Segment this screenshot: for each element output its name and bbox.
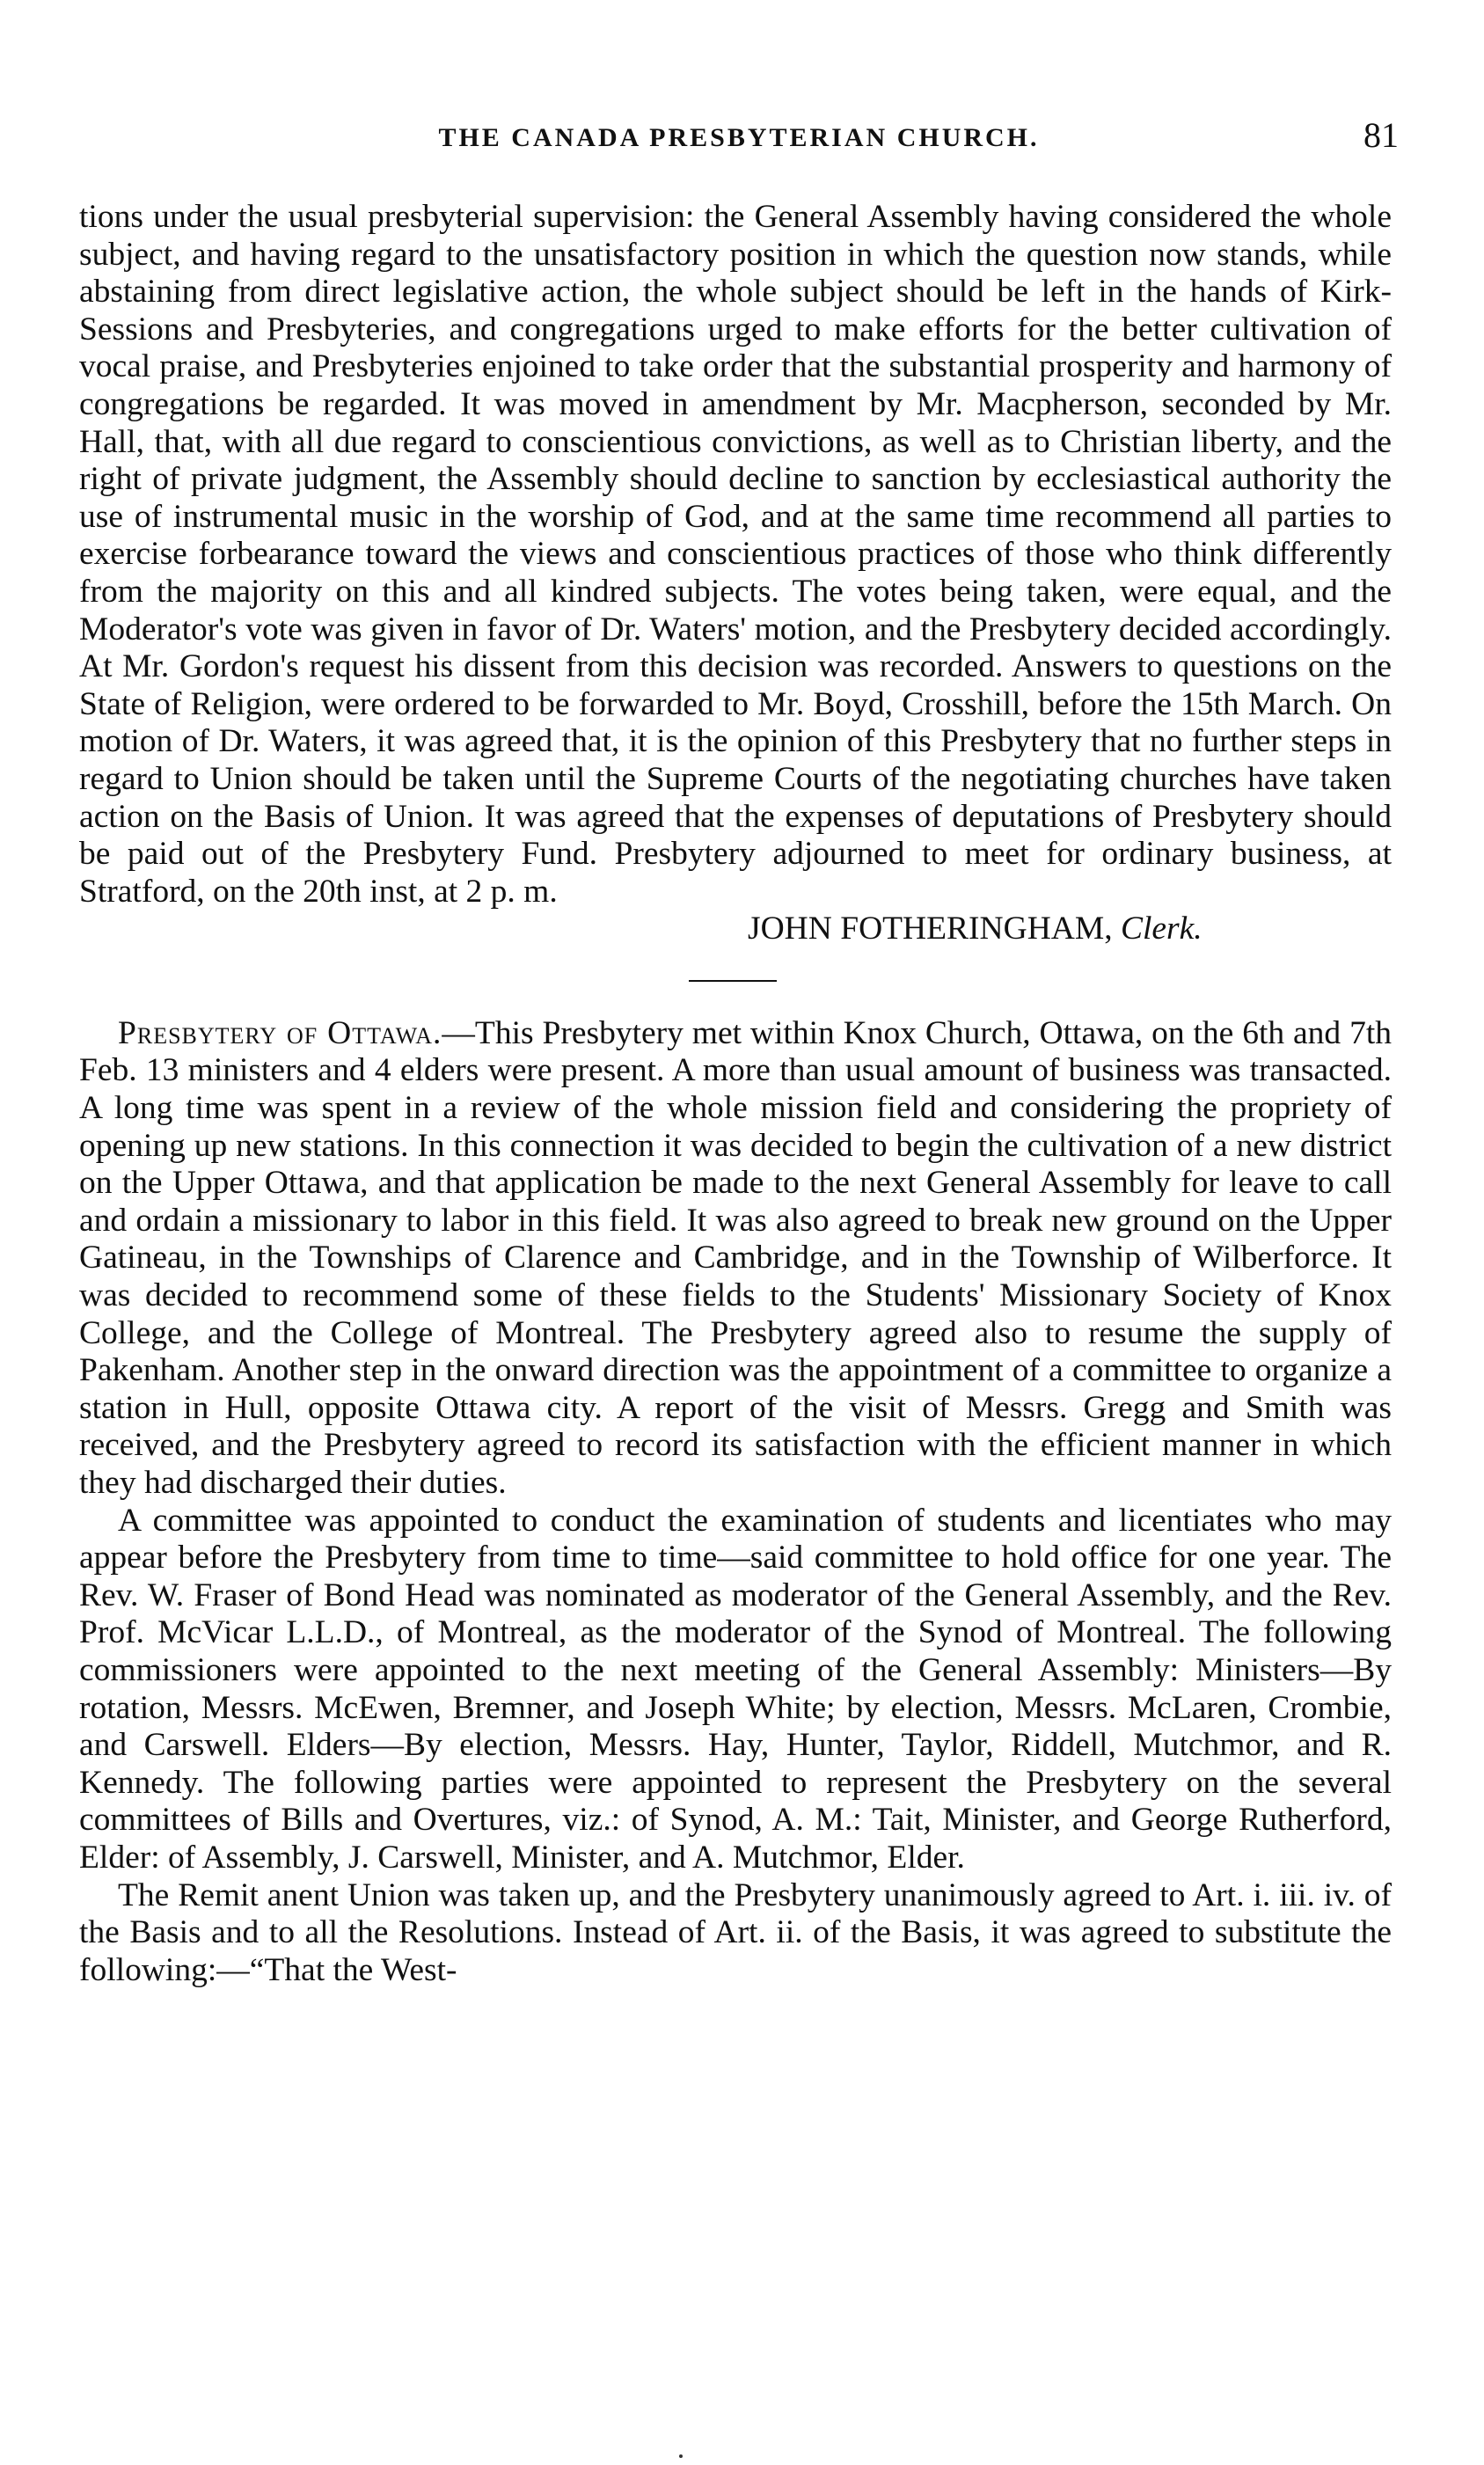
page-number: 81	[1363, 115, 1399, 155]
section-divider	[689, 980, 777, 982]
page-speck	[679, 2454, 683, 2458]
signature-title: Clerk.	[1120, 911, 1203, 947]
ottawa-report-heading: Presbytery of Ottawa.	[118, 1014, 442, 1051]
running-title: THE CANADA PRESBYTERIAN CHURCH.	[438, 123, 1040, 152]
union-remit-paragraph: The Remit anent Union was taken up, and the Presbytery unanimously agreed to Art. i. iii. iv. of the Basis and to all the Resolutions. Instead of Art. ii. of the Basis, it was agreed to substitute the following:—“That the West-	[79, 1876, 1392, 1988]
clerk-signature	[79, 911, 1392, 948]
text-column	[79, 199, 1392, 1989]
ottawa-report-paragraph	[79, 1015, 1392, 1503]
ottawa-report-text: —This Presbytery met within Knox Church, Ottawa, on the 6th and 7th Feb. 13 ministers and 4 elders were present. A more than usual amount of business was transacted. A long time was spent in a review of the whole mission field and considering the propriety of opening up new stations. In this connection it was decided to begin the cultivation of a new district on the Upper Ottawa, and that application be made to the next General Assembly for leave to call and ordain a missionary to labor in this field. It was also agreed to break new ground on the Upper Gatineau, in the Townships of Clarence and Cambridge, and in the Township of Wilberforce. It was decided to recommend some of these fields to the Students' Missionary Society of Knox College, and the College of Montreal. The Presbytery agreed also to resume the supply of Pakenham. Another step in the onward direction was the appointment of a committee to organize a station in Hull, opposite Ottawa city. A report of the visit of Messrs. Gregg and Smith was received, and the Presbytery agreed to record its satisfaction with the efficient manner in which they had discharged their duties.	[79, 1014, 1393, 1501]
running-head	[79, 114, 1399, 167]
perth-report-paragraph: tions under the usual presbyterial supervision: the General Assembly having considered the whole subject, and having regard to the unsatisfactory position in which the question now stands, while abstaining from direct legislative action, the whole subject should be left in the hands of Kirk-Sessions and Presbyteries, and congregations urged to make efforts for the better cultivation of vocal praise, and Presbyteries enjoined to take order that the substantial prosperity and harmony of congregations be regarded. It was moved in amendment by Mr. Macpherson, seconded by Mr. Hall, that, with all due regard to conscientious convictions, as well as to Christian liberty, and the right of private judgment, the Assembly should decline to sanction by ecclesiastical authority the use of instrumental music in the worship of God, and at the same time recommend all parties to exercise forbearance toward the views and conscientious practices of those who think differently from the majority on this and all kindred subjects. The votes being taken, were equal, and the Moderator's vote was given in favor of Dr. Waters' motion, and the Presbytery decided accordingly. At Mr. Gordon's request his dissent from this decision was recorded. Answers to questions on the State of Religion, were ordered to be forwarded to Mr. Boyd, Crosshill, before the 15th March. On motion of Dr. Waters, it was agreed that, it is the opinion of this Presbytery that no further steps in regard to Union should be taken until the Supreme Courts of the negotiating churches have taken action on the Basis of Union. It was agreed that the expenses of deputations of Presbytery should be paid out of the Presbytery Fund. Presbytery adjourned to meet for ordinary business, at Stratford, on the 20th inst, at 2 p. m.	[79, 199, 1392, 910]
committee-paragraph: A committee was appointed to conduct the examination of students and licentiates who may appear before the Presbytery from time to time—said committee to hold office for one year. The Rev. W. Fraser of Bond Head was nominated as moderator of the General Assembly, and the Rev. Prof. McVicar L.L.D., of Montreal, as the moderator of the Synod of Montreal. The following commissioners were appointed to the next meeting of the General Assembly: Ministers—By rotation, Messrs. McEwen, Bremner, and Joseph White; by election, Messrs. McLaren, Crombie, and Carswell. Elders—By election, Messrs. Hay, Hunter, Taylor, Riddell, Mutchmor, and R. Kennedy. The following parties were appointed to represent the Presbytery on the several committees of Bills and Overtures, viz.: of Synod, A. M.: Tait, Minister, and George Rutherford, Elder: of Assembly, J. Carswell, Minister, and A. Mutchmor, Elder.	[79, 1502, 1392, 1876]
signature-name: JOHN FOTHERINGHAM,	[748, 911, 1113, 947]
